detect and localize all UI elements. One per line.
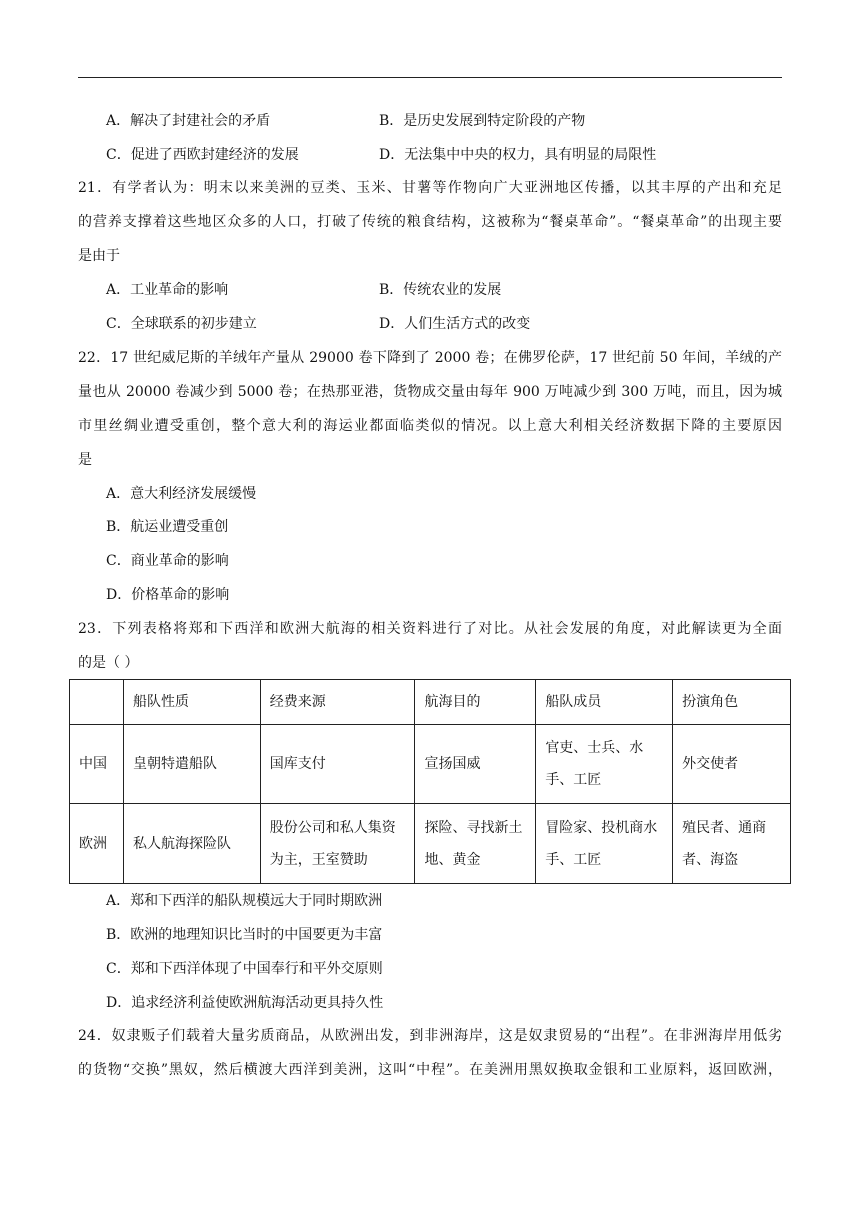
table-cell: 冒险家、投机商水手、工匠 bbox=[536, 804, 673, 884]
q22-stem-line4: 是 bbox=[78, 452, 92, 468]
table-cell: 殖民者、通商者、海盗 bbox=[673, 804, 791, 884]
q21-option-c: C．全球联系的初步建立 bbox=[106, 316, 257, 332]
q21-stem-line2: 的营养支撑着这些地区众多的人口，打破了传统的粮食结构，这被称为“餐桌革命”。“餐桌革命”的出现主要 bbox=[78, 214, 782, 230]
table-header-cell: 扮演角色 bbox=[673, 680, 791, 725]
q21-option-b: B．传统农业的发展 bbox=[379, 282, 502, 298]
q22-option-b: B．航运业遭受重创 bbox=[106, 519, 229, 535]
q22-stem-line3: 市里丝绸业遭受重创，整个意大利的海运业都面临类似的情况。以上意大利相关经济数据下降的主要原因 bbox=[78, 418, 782, 434]
q21-option-d: D．人们生活方式的改变 bbox=[379, 316, 531, 332]
q20-option-d: D．无法集中中央的权力，具有明显的局限性 bbox=[379, 147, 657, 163]
table-cell: 官吏、士兵、水手、工匠 bbox=[536, 725, 673, 804]
q21-stem-line3: 是由于 bbox=[78, 248, 120, 264]
table-cell: 外交使者 bbox=[673, 725, 791, 804]
q23-option-b: B．欧洲的地理知识比当时的中国要更为丰富 bbox=[106, 927, 383, 943]
comparison-table bbox=[69, 679, 791, 884]
q23-stem-line1: 23．下列表格将郑和下西洋和欧洲大航海的相关资料进行了对比。从社会发展的角度，对此解读更为全面 bbox=[78, 621, 782, 637]
table-header-cell bbox=[70, 680, 124, 725]
q22-option-c: C．商业革命的影响 bbox=[106, 553, 229, 569]
q20-option-b: B．是历史发展到特定阶段的产物 bbox=[379, 113, 586, 129]
header-rule bbox=[78, 77, 782, 78]
q20-option-c: C．促进了西欧封建经济的发展 bbox=[106, 147, 299, 163]
table-header-cell: 经费来源 bbox=[260, 680, 415, 725]
table-header-row bbox=[70, 680, 791, 725]
table-cell: 皇朝特遣船队 bbox=[123, 725, 260, 804]
table-cell: 探险、寻找新土地、黄金 bbox=[415, 804, 536, 884]
table-header-cell: 船队性质 bbox=[123, 680, 260, 725]
q21-stem-line1: 21．有学者认为：明末以来美洲的豆类、玉米、甘薯等作物向广大亚洲地区传播，以其丰厚的产出和充足 bbox=[78, 180, 782, 196]
table-cell: 欧洲 bbox=[70, 804, 124, 884]
q24-stem-line1: 24．奴隶贩子们载着大量劣质商品，从欧洲出发，到非洲海岸，这是奴隶贸易的“出程”。在非洲海岸用低劣 bbox=[78, 1028, 782, 1044]
q22-stem-line1: 22．17 世纪威尼斯的羊绒年产量从 29000 卷下降到了 2000 卷；在佛罗伦萨，17 世纪前 50 年间，羊绒的产 bbox=[78, 350, 782, 366]
table-cell: 国库支付 bbox=[260, 725, 415, 804]
table-cell: 私人航海探险队 bbox=[123, 804, 260, 884]
q22-option-a: A．意大利经济发展缓慢 bbox=[106, 486, 257, 502]
table-row bbox=[70, 804, 791, 884]
q23-option-c: C．郑和下西洋体现了中国奉行和平外交原则 bbox=[106, 961, 383, 977]
q22-option-d: D．价格革命的影响 bbox=[106, 587, 230, 603]
q21-option-a: A．工业革命的影响 bbox=[106, 282, 229, 298]
q23-option-d: D．追求经济利益使欧洲航海活动更具持久性 bbox=[106, 995, 384, 1011]
table-row bbox=[70, 725, 791, 804]
table-header-cell: 船队成员 bbox=[536, 680, 673, 725]
table-cell: 中国 bbox=[70, 725, 124, 804]
table-cell: 股份公司和私人集资为主，王室赞助 bbox=[260, 804, 415, 884]
table-header-cell: 航海目的 bbox=[415, 680, 536, 725]
table-cell: 宣扬国威 bbox=[415, 725, 536, 804]
q20-option-a: A．解决了封建社会的矛盾 bbox=[106, 113, 271, 129]
q24-stem-line2: 的货物“交换”黑奴，然后横渡大西洋到美洲，这叫“中程”。在美洲用黑奴换取金银和工业原料，返回欧洲， bbox=[78, 1062, 782, 1078]
q23-stem-line2: 的是（ ） bbox=[78, 655, 139, 671]
q23-option-a: A．郑和下西洋的船队规模远大于同时期欧洲 bbox=[106, 893, 383, 909]
q22-stem-line2: 量也从 20000 卷减少到 5000 卷；在热那亚港，货物成交量由每年 900 万吨减少到 300 万吨，而且，因为城 bbox=[78, 384, 782, 400]
